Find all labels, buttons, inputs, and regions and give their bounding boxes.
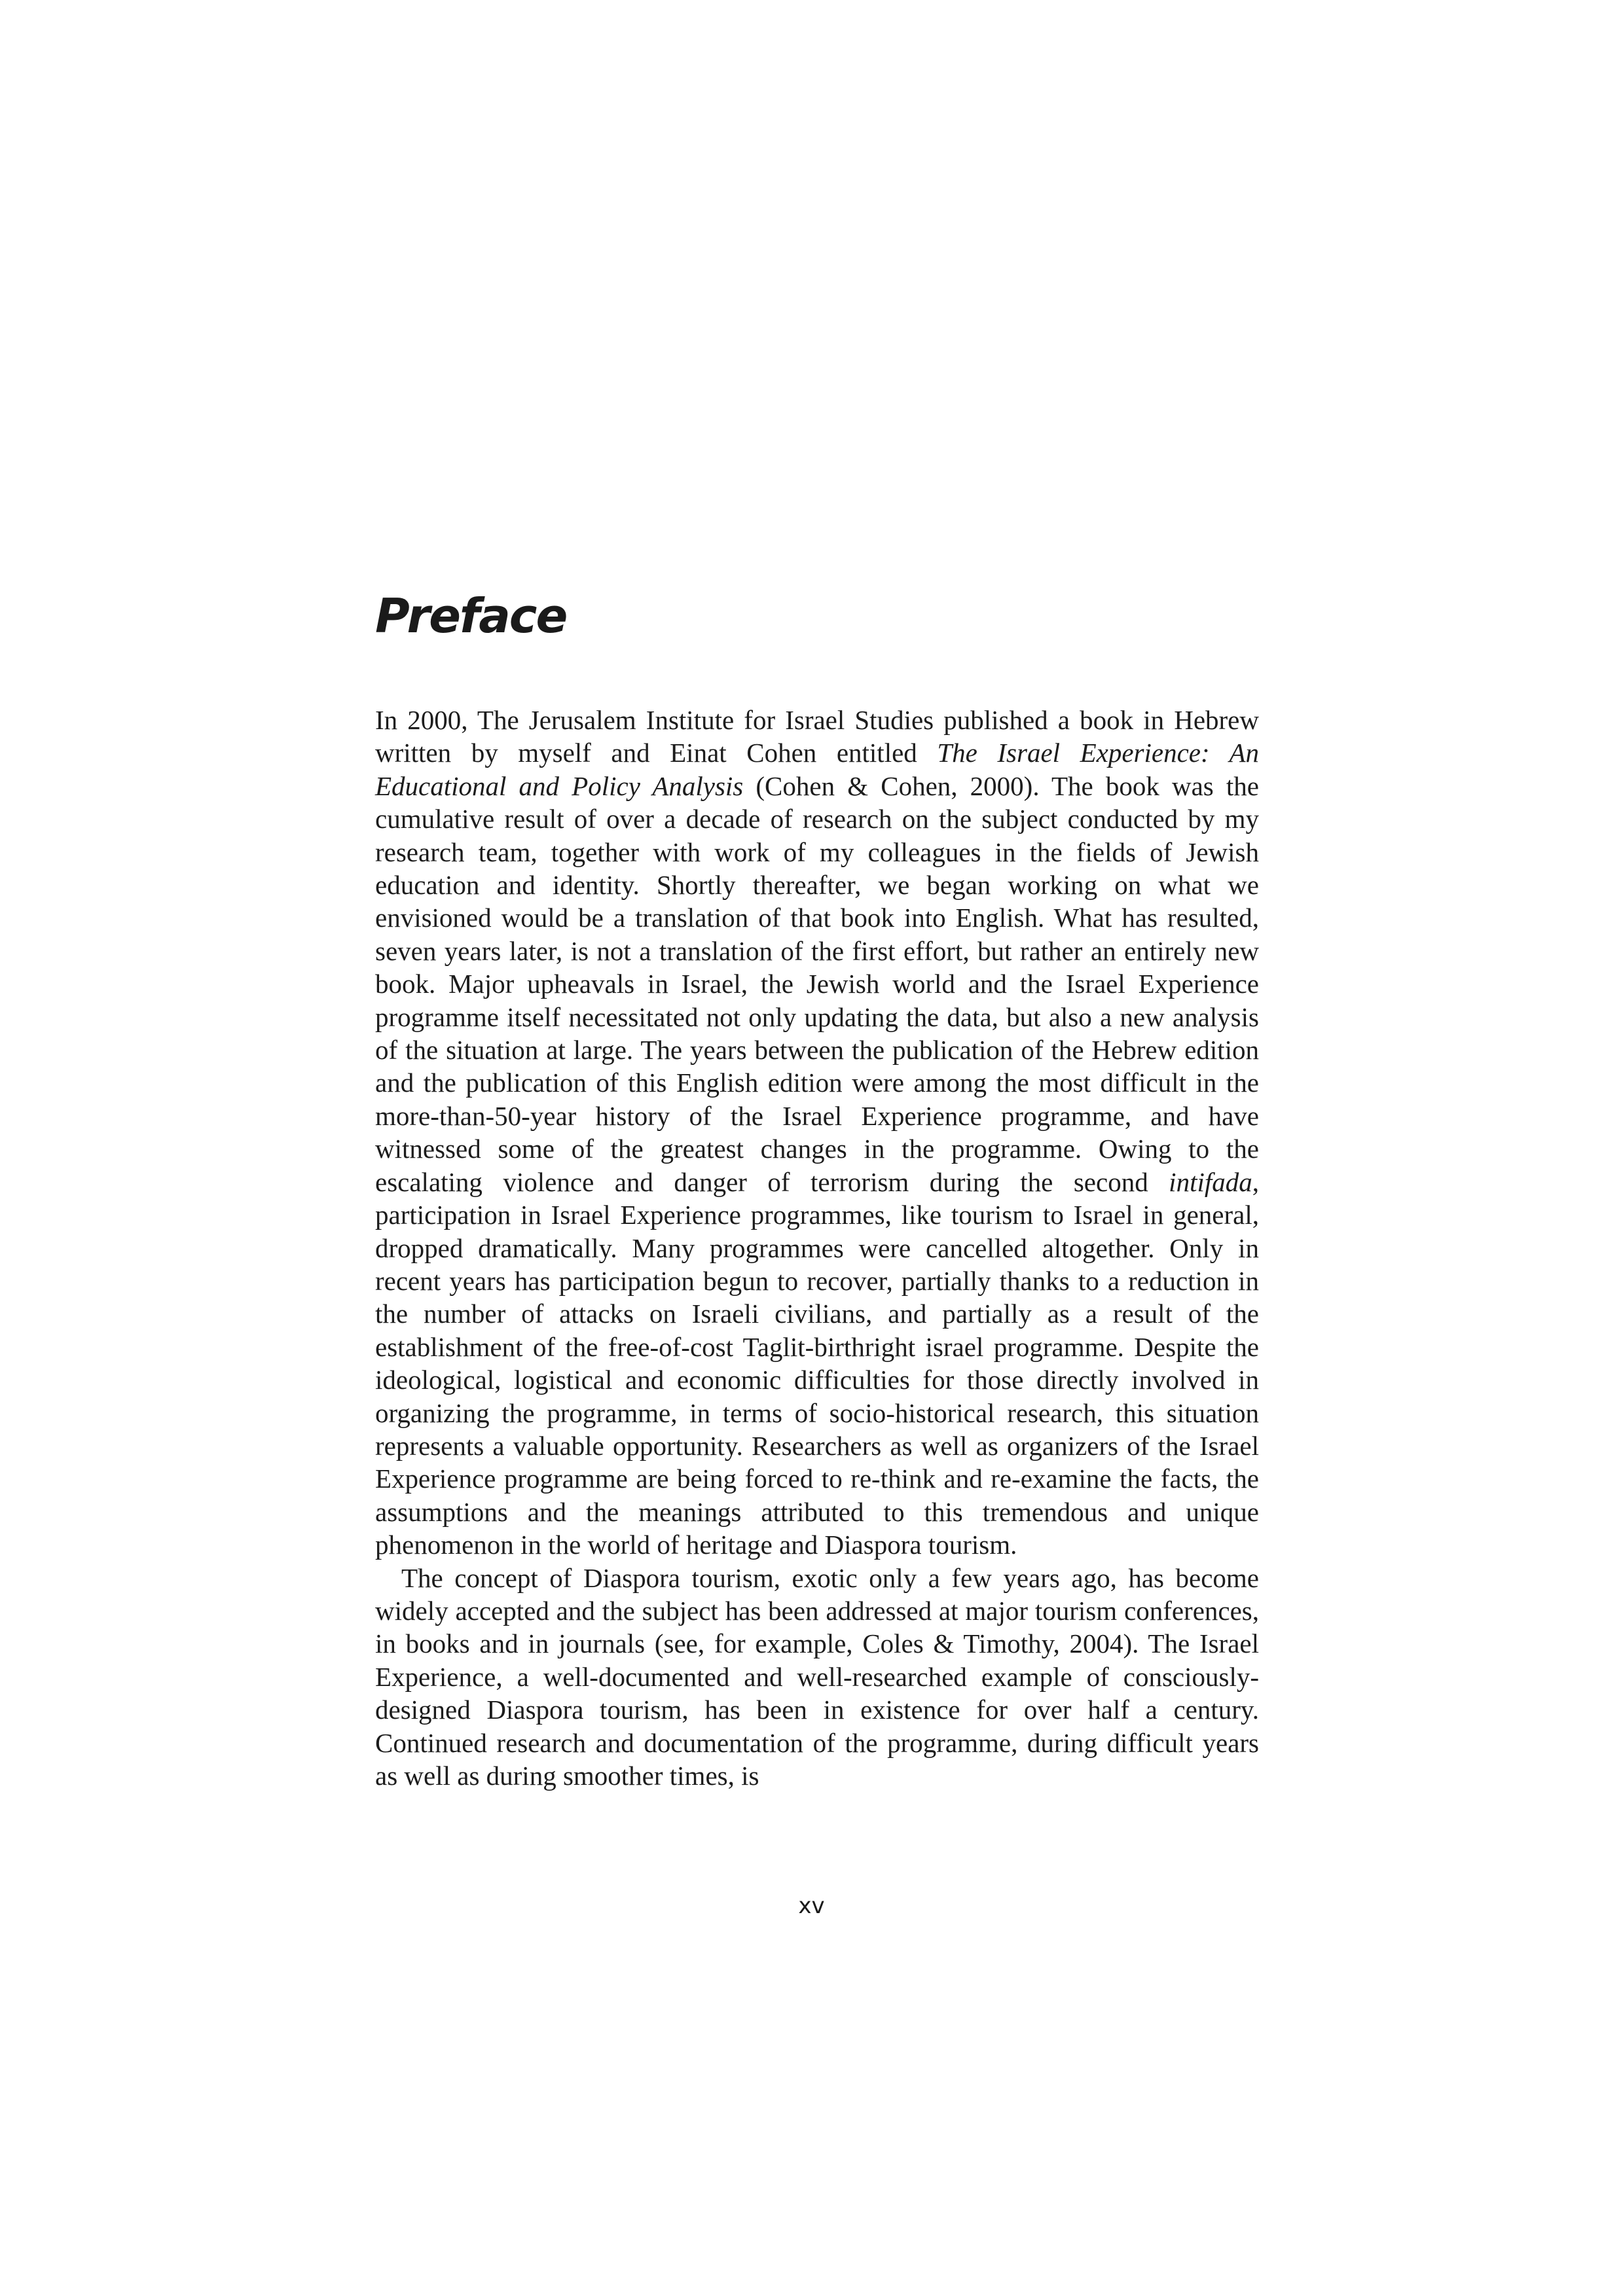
paragraph-2 (375, 1562, 1259, 1793)
paragraph-1-segment-3: (Cohen & Cohen, 2000). The book was the cumulative result of over a decade of research on the subject conducted by my research team, together with work of my colleagues in the fields of Jewish education and identity. Shortly thereafter, we began working on what we envisioned would be a translation of that book into English. What has resulted, seven years later, is not a translation of the first effort, but rather an entirely new book. Major upheavals in Israel, the Jewish world and the Israel Experience programme itself necessitated not only updating the data, but also a new analysis of the situation at large. The years between the publication of the Hebrew edition and the publication of this English edition were among the most difficult in the more-than-50-year history of the Israel Experience programme, and have witnessed some of the greatest changes in the programme. Owing to the escalating violence and danger of terrorism during the second (375, 770, 1259, 1197)
paragraph-1-segment-5: , participation in Israel Experience programmes, like tourism to Israel in general, dropped dramatically. Many programmes were cancelled altogether. Only in recent years has participation begun to recover, partially thanks to a reduction in the number of attacks on Israeli civilians, and partially as a result of the establishment of the free-of-cost Taglit-birthright israel programme. Despite the ideological, logistical and economic difficulties for those directly involved in organizing the programme, in terms of socio-historical research, this situation represents a valuable opportunity. Researchers as well as organizers of the Israel Experience programme are being forced to re-think and re-examine the facts, the assumptions and the meanings attributed to this tremendous and unique phenomenon in the world of heritage and Diaspora tourism. (375, 1166, 1259, 1560)
page-title: Preface (375, 588, 567, 643)
intifada-italic: intifada (1169, 1166, 1252, 1197)
paragraph-2-segment-1: The concept of Diaspora tourism, exotic only a few years ago, has become widely accepted and the subject has been addressed at major tourism conferences, in books and in journals (see, for example, Coles & Timothy, 2004). The Israel Experience, a well-documented and well-researched example of consciously-designed Diaspora tourism, has been in existence for over half a century. Continued research and documentation of the programme, during difficult years as well as during smoother times, is (375, 1562, 1259, 1791)
paragraph-1-segment-1: In 2000, The Jerusalem Institute for Israel Studies published a book in Hebrew written by myself and Einat Cohen entitled (375, 705, 1259, 768)
body-text (375, 704, 1259, 1792)
book-title-italic: The Israel Experience: An Educational and Policy Analysis (375, 738, 1259, 801)
page-number: xv (798, 1893, 825, 1919)
paragraph-1 (375, 704, 1259, 1562)
